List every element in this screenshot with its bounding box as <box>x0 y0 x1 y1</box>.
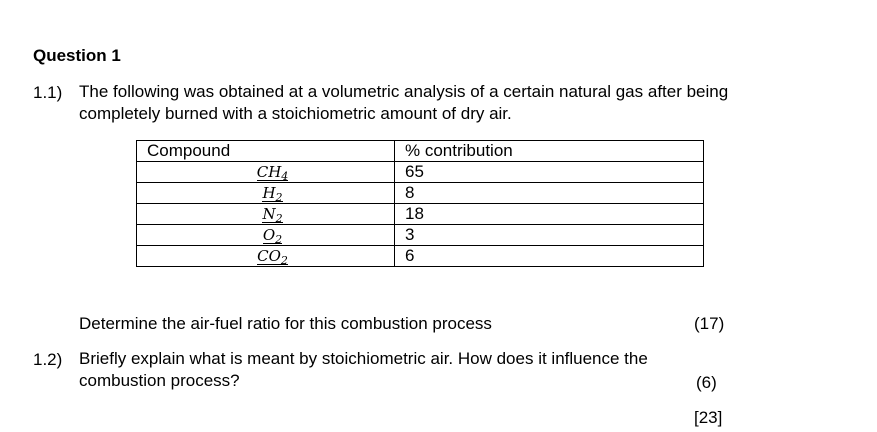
question-heading: Question 1 <box>33 46 121 65</box>
formula-base: O <box>262 226 276 244</box>
compound-cell <box>137 183 395 204</box>
q2-number: 1.2) <box>33 350 63 369</box>
formula-base: CO <box>257 247 281 265</box>
contribution-cell: 18 <box>395 204 704 225</box>
q1-number: 1.1) <box>33 83 63 102</box>
table-row <box>137 183 704 204</box>
header-contribution: % contribution <box>395 141 704 162</box>
formula-subscript: 2 <box>275 212 283 225</box>
compound-cell <box>137 225 395 246</box>
q1-text-line2: completely burned with a stoichiometric amount of dry air. <box>79 104 512 123</box>
q2-text-line2: combustion process? <box>79 371 240 390</box>
table-row <box>137 225 704 246</box>
q1-text-line1: The following was obtained at a volumetric analysis of a certain natural gas after being <box>79 82 729 101</box>
q1-marks: (17) <box>694 314 725 333</box>
formula-base: N <box>262 205 276 223</box>
contribution-cell: 3 <box>395 225 704 246</box>
q2-marks: (6) <box>696 373 717 392</box>
compound-formula <box>257 248 288 265</box>
formula-subscript: 2 <box>275 191 283 204</box>
formula-subscript: 4 <box>281 170 289 183</box>
formula-subscript: 2 <box>280 254 288 267</box>
table-row <box>137 246 704 267</box>
compound-cell <box>137 162 395 183</box>
total-marks: [23] <box>694 408 723 427</box>
compound-formula <box>263 227 282 244</box>
table-row <box>137 204 704 225</box>
formula-base: CH <box>256 163 282 181</box>
compound-formula <box>262 185 282 202</box>
contribution-cell: 6 <box>395 246 704 267</box>
table-header-row <box>137 141 704 162</box>
formula-base: H <box>262 184 276 202</box>
table-row <box>137 162 704 183</box>
q1-instruction: Determine the air-fuel ratio for this combustion process <box>79 314 492 333</box>
contribution-cell: 65 <box>395 162 704 183</box>
formula-subscript: 2 <box>275 233 283 246</box>
compound-formula <box>257 164 289 181</box>
q2-text-line1: Briefly explain what is meant by stoichiometric air. How does it influence the <box>79 349 648 368</box>
compound-cell <box>137 204 395 225</box>
compound-formula <box>262 206 282 223</box>
header-compound: Compound <box>137 141 395 162</box>
compound-cell <box>137 246 395 267</box>
composition-table <box>136 140 704 267</box>
contribution-cell: 8 <box>395 183 704 204</box>
